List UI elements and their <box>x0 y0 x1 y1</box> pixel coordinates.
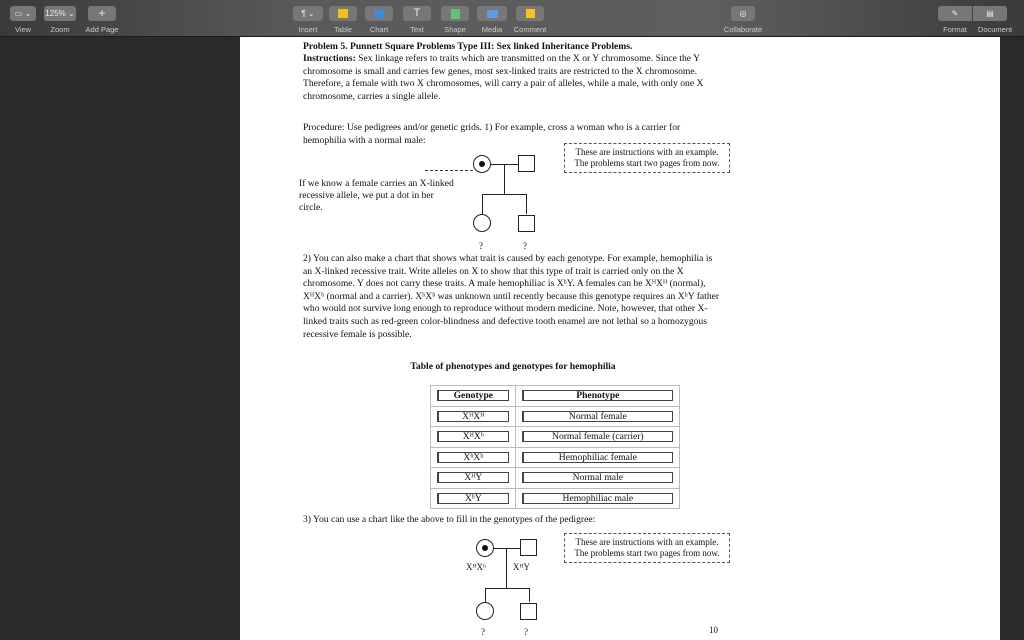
table-row <box>431 468 680 489</box>
sibship-line <box>482 194 527 195</box>
text-icon: T <box>403 6 431 21</box>
father-genotype: XᴴY <box>513 562 530 572</box>
table-title: Table of phenotypes and genotypes for hemophilia <box>410 361 616 372</box>
chart-label: Chart <box>369 25 389 34</box>
shape-label: Shape <box>444 25 466 34</box>
media-icon <box>477 6 507 21</box>
genotype-cell: XᴴXʰ <box>437 431 509 442</box>
chart-button[interactable] <box>364 6 394 34</box>
zoom-value: 125% ⌄ <box>44 6 76 21</box>
table-row <box>431 406 680 427</box>
genotype-cell: XʰXʰ <box>437 452 509 463</box>
descent-line-2 <box>506 548 507 588</box>
toolbar <box>0 0 1024 37</box>
view-button[interactable] <box>10 6 36 34</box>
zoom-select[interactable] <box>44 6 76 34</box>
instructions-note-2: These are instructions with an example. The problems start two pages from now. <box>564 533 730 563</box>
child-line-4 <box>529 588 530 602</box>
procedure-paragraph: Procedure: Use pedigrees and/or genetic grids. 1) For example, cross a woman who is a carrier for hemophilia with a normal male: <box>303 122 681 146</box>
document-label: Document <box>977 25 1013 34</box>
daughter-question-2: ? <box>481 627 485 637</box>
son-question: ? <box>523 241 527 251</box>
instructions-label: Instructions: <box>303 53 356 64</box>
genotype-cell: XᴴY <box>437 472 509 483</box>
daughter-symbol-2 <box>476 602 494 620</box>
phenotype-cell: Normal female (carrier) <box>522 431 673 442</box>
text-button[interactable] <box>402 6 432 34</box>
chart-icon <box>365 6 393 21</box>
arrow-line <box>425 170 473 171</box>
document-button[interactable] <box>973 6 1017 34</box>
add-page-button[interactable] <box>84 6 120 34</box>
table-icon <box>329 6 357 21</box>
genotype-cell: XᴴXᴴ <box>437 411 509 422</box>
instructions-text: Sex linkage refers to traits which are transmitted on the X or Y chromosome. Since the Y chromosome is small and carries few genes, most sex-linked traits are restricted to the X chromosome. Therefore, a female with two X chromosomes, will carry a pair of alleles, while a male, with only one X chromosome, carries a single allele. <box>303 53 704 102</box>
collaborate-label: Collaborate <box>723 25 763 34</box>
collaborate-icon: ◎ <box>731 6 755 21</box>
carrier-female-symbol <box>473 155 491 173</box>
carrier-female-symbol-2 <box>476 539 494 557</box>
child-line-2 <box>526 194 527 214</box>
paragraph-2: 2) You can also make a chart that shows what trait is caused by each genotype. For example, hemophilia is an X-linked recessive trait. Write alleles on X to show that this type of trait is carried only on the X chromosome. Y does not carry these traits. A male hemophiliac is XʰY. A females can be XᴴXᴴ (normal), XᴴXʰ (normal and a carrier). XʰXʰ was unknown until recently because this genotype requires an XʰY father who would not survive long enough to reproduce without modern medicine. Note, however, that other X-linked traits such as red-green color-blindness and defective tooth enamel are not lethal so a homozygous recessive female is possible. <box>303 253 720 340</box>
genotype-cell: XʰY <box>437 493 509 504</box>
problem-title: Problem 5. Punnett Square Problems Type III: Sex linked Inheritance Problems. <box>303 41 633 52</box>
phenotype-cell: Hemophiliac female <box>522 452 673 463</box>
shape-icon <box>441 6 469 21</box>
paragraph-3: 3) You can use a chart like the above to fill in the genotypes of the pedigree: <box>303 514 596 525</box>
format-button[interactable] <box>938 6 972 34</box>
genotype-phenotype-table <box>430 385 680 509</box>
phenotype-cell: Normal female <box>522 411 673 422</box>
header-genotype: Genotype <box>437 390 509 401</box>
insert-label: Insert <box>298 25 318 34</box>
add-page-label: Add Page <box>85 25 119 34</box>
child-line-3 <box>485 588 486 602</box>
insert-button[interactable] <box>292 6 324 34</box>
daughter-question: ? <box>479 241 483 251</box>
child-line-1 <box>482 194 483 214</box>
document-icon: ▤ <box>973 6 1007 21</box>
header-phenotype: Phenotype <box>522 390 673 401</box>
text-label: Text <box>410 25 424 34</box>
table-button[interactable] <box>328 6 358 34</box>
daughter-symbol <box>473 214 491 232</box>
comment-button[interactable] <box>512 6 548 34</box>
table-label: Table <box>334 25 352 34</box>
instructions-note-1: These are instructions with an example. The problems start two pages from now. <box>564 143 730 173</box>
zoom-label: Zoom <box>50 25 70 34</box>
view-label: View <box>14 25 32 34</box>
phenotype-cell: Normal male <box>522 472 673 483</box>
son-symbol <box>518 215 535 232</box>
male-symbol <box>518 155 535 172</box>
document-page[interactable] <box>240 37 1000 640</box>
comment-icon <box>516 6 544 21</box>
phenotype-cell: Hemophiliac male <box>522 493 673 504</box>
media-label: Media <box>481 25 503 34</box>
plus-icon: + <box>88 6 116 21</box>
son-symbol-2 <box>520 603 537 620</box>
descent-line <box>504 164 505 194</box>
table-row <box>431 427 680 448</box>
sibship-line-2 <box>485 588 530 589</box>
view-icon: ▭ ⌄ <box>10 6 36 21</box>
media-button[interactable] <box>476 6 508 34</box>
mother-genotype: XᴴXʰ <box>466 562 486 572</box>
paintbrush-icon: ✎ <box>938 6 972 21</box>
shape-button[interactable] <box>440 6 470 34</box>
table-header-row <box>431 386 680 407</box>
table-row <box>431 447 680 468</box>
table-row <box>431 488 680 509</box>
comment-label: Comment <box>513 25 547 34</box>
collaborate-button[interactable] <box>718 6 768 34</box>
paragraph-icon: ¶ ⌄ <box>293 6 323 21</box>
instructions-paragraph <box>303 53 723 103</box>
dot-note: If we know a female carries an X-linked recessive allele, we put a dot in her circle. <box>299 178 454 213</box>
format-label: Format <box>943 25 967 34</box>
son-question-2: ? <box>524 627 528 637</box>
male-symbol-2 <box>520 539 537 556</box>
mating-line-2 <box>494 548 520 549</box>
page-number: 10 <box>709 625 718 635</box>
